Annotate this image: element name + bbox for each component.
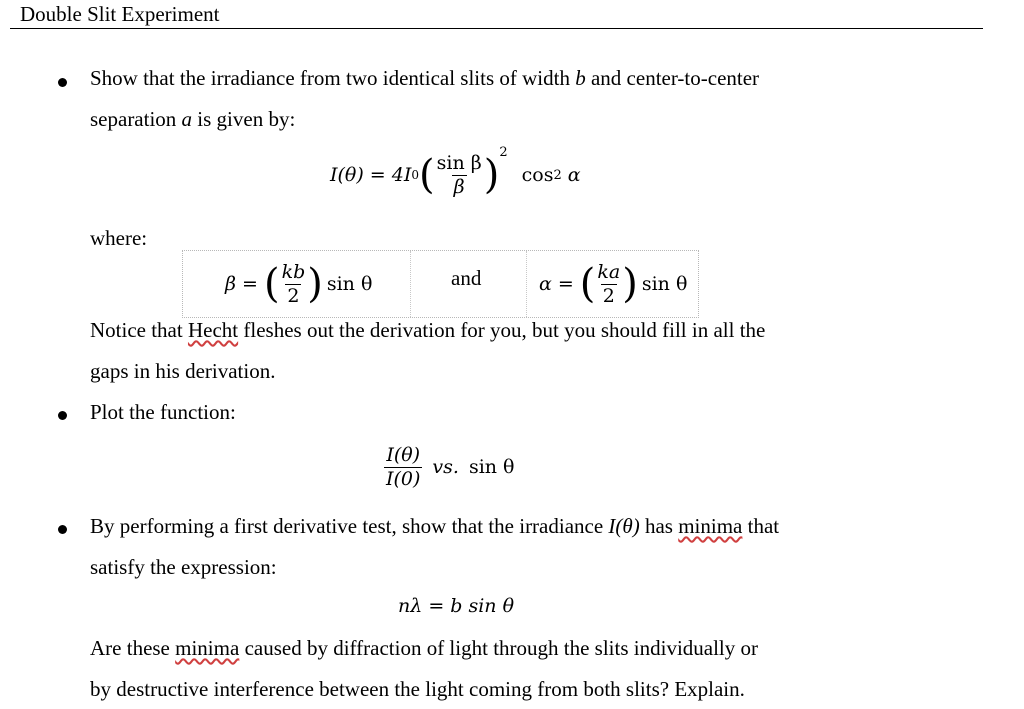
item3-irradiance: I(θ) — [608, 514, 640, 538]
item1-text-c: separation — [90, 107, 182, 131]
irradiance-equation — [330, 143, 581, 207]
question-line2: by destructive interference between the light coming from both slits? Explain. — [90, 677, 745, 701]
minima-equation: nλ = b sin θ — [398, 595, 515, 617]
plot-sin: sin θ — [468, 456, 515, 478]
var-a: a — [181, 107, 193, 131]
question-line1 — [90, 636, 758, 661]
alpha-paren-left: ( — [579, 261, 596, 307]
beta-num: kb — [281, 260, 306, 283]
bullet-2 — [58, 411, 67, 420]
item3-text-b: has — [639, 514, 679, 538]
beta-definition — [225, 251, 372, 317]
alpha-lhs: α = — [539, 273, 574, 295]
eq-num: sin β — [436, 151, 482, 174]
item1-text-a: Show that the irradiance from two identical slits of width — [90, 66, 576, 90]
alpha-fraction — [595, 260, 622, 307]
item3-text-a: By performing a first derivative test, show that the irradiance — [90, 514, 609, 538]
notice-line2: gaps in his derivation. — [90, 359, 276, 383]
beta-lhs: β = — [225, 273, 258, 295]
item1-line2 — [90, 107, 295, 132]
and-word: and — [451, 266, 482, 290]
minima-word-2: minima — [175, 636, 240, 660]
eq-sub: 0 — [411, 168, 420, 182]
eq-den: β — [453, 175, 465, 198]
plot-num: I(θ) — [386, 443, 421, 466]
title-divider — [10, 28, 983, 29]
minima-word: minima — [678, 514, 743, 538]
alpha-paren-right: ) — [622, 261, 638, 307]
and-cell — [411, 251, 527, 317]
beta-cell — [183, 251, 411, 317]
alpha-definition — [539, 251, 687, 317]
alpha-sin: sin θ — [641, 273, 688, 295]
eq-lhs: I(θ) = 4I — [330, 164, 412, 186]
beta-paren-left: ( — [263, 261, 280, 307]
eq-fraction — [435, 151, 484, 198]
item3-line2: satisfy the expression: — [90, 555, 277, 579]
item3-text-c: that — [742, 514, 780, 538]
paren-right: ) — [483, 152, 500, 198]
question-text-a: Are these — [90, 636, 176, 660]
eq-cos-pow: 2 — [553, 167, 562, 183]
notice-text-a: Notice that — [90, 318, 188, 342]
bullet-1 — [58, 78, 67, 87]
item1-text-b: and center-to-center — [585, 66, 760, 90]
hecht-word: Hecht — [187, 318, 239, 342]
notice-text-b: fleshes out the derivation for you, but you should fill in all the — [238, 318, 766, 342]
item1-line1 — [90, 66, 759, 91]
eq-pow: 2 — [499, 145, 508, 160]
beta-den: 2 — [287, 284, 300, 307]
alpha-den: 2 — [602, 284, 615, 307]
paren-left: ( — [419, 152, 435, 198]
bullet-3 — [58, 525, 67, 534]
alpha-num: ka — [597, 260, 621, 283]
notice-line1 — [90, 318, 765, 343]
plot-expression — [384, 436, 515, 498]
where-label: where: — [90, 226, 148, 250]
item1-text-d: is given by: — [192, 107, 296, 131]
eq-alpha: α — [567, 164, 581, 186]
plot-den: I(0) — [386, 467, 421, 490]
plot-instruction: Plot the function: — [90, 400, 236, 424]
plot-fraction — [384, 443, 422, 490]
beta-sin: sin θ — [326, 273, 373, 295]
page-title: Double Slit Experiment — [20, 2, 220, 26]
item3-line1 — [90, 514, 779, 539]
eq-cos: cos — [521, 164, 554, 186]
question-text-b: caused by diffraction of light through the slits individually or — [239, 636, 759, 660]
definitions-table — [182, 250, 699, 318]
beta-fraction — [280, 260, 308, 307]
beta-paren-right: ) — [307, 261, 323, 307]
plot-vs: vs. — [432, 456, 459, 478]
var-b: b — [575, 66, 586, 90]
